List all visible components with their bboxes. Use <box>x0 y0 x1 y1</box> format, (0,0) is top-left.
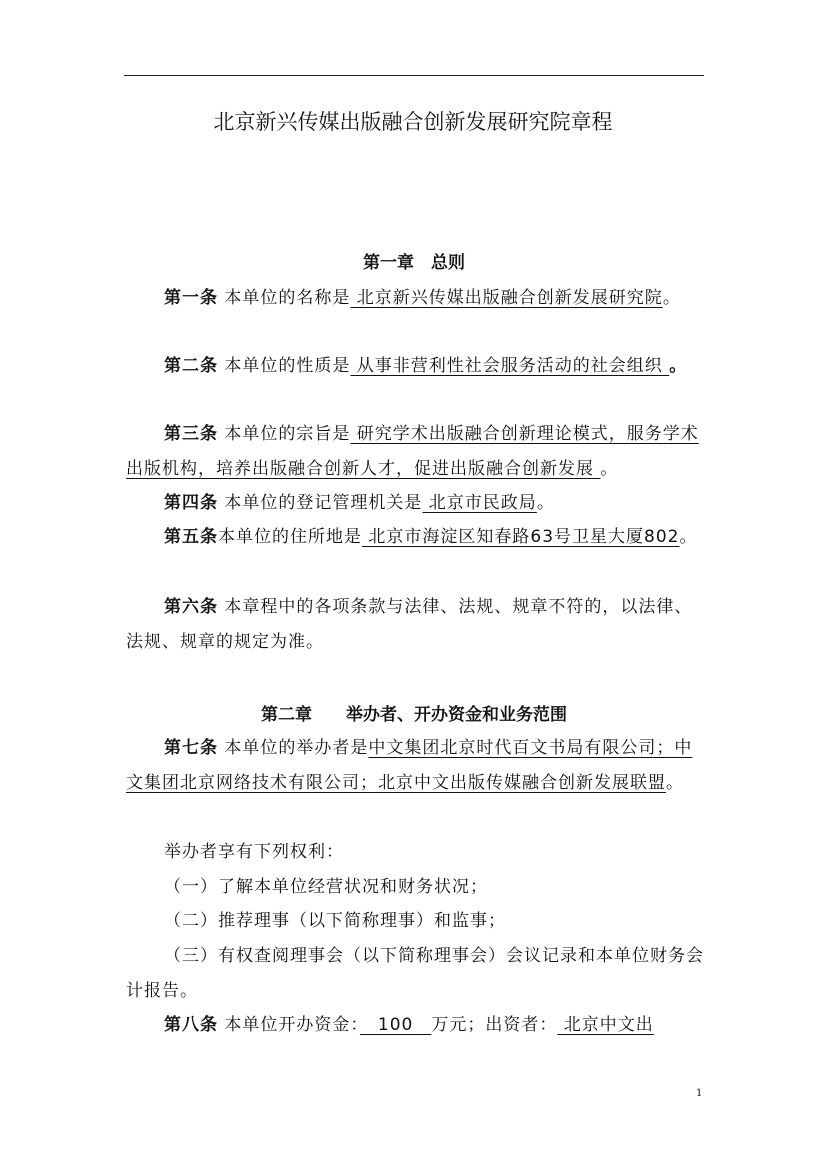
article-7-end: 。 <box>666 773 684 793</box>
article-5-lead: 本单位的住所地是 <box>218 527 362 547</box>
article-8-label: 第八条 <box>164 1015 218 1035</box>
article-1-value: 北京新兴传媒出版融合创新发展研究院 <box>350 288 663 308</box>
article-8-investor: 北京中文出 <box>557 1015 654 1035</box>
article-4-label: 第四条 <box>164 493 218 513</box>
article-2 <box>126 349 704 384</box>
article-4-end: 。 <box>536 493 555 513</box>
article-7-lead: 本单位的举办者是 <box>224 738 369 758</box>
right-1: （一）了解本单位经营状况和财务状况； <box>164 877 488 897</box>
article-2-lead: 本单位的性质是 <box>224 356 351 376</box>
rights-intro: 举办者享有下列权利： <box>164 842 344 862</box>
article-3-value: 研究学术出版融合创新理论模式，服务学术出版机构，培养出版融合创新人才，促进出版融合创新发展 <box>126 424 699 479</box>
article-5-end: 。 <box>679 527 698 547</box>
article-4-lead: 本单位的登记管理机关是 <box>224 493 423 513</box>
chapter-2-heading: 第二章 举办者、开办资金和业务范围 <box>261 705 567 725</box>
right-2: （二）推荐理事（以下简称理事）和监事； <box>164 911 506 931</box>
article-8-mid: 万元；出资者： <box>431 1015 558 1035</box>
article-5 <box>126 520 704 555</box>
article-4-value: 北京市民政局 <box>422 493 537 513</box>
chapter-1-heading: 第一章 总则 <box>363 253 465 273</box>
article-7-label: 第七条 <box>164 738 218 758</box>
article-3 <box>126 417 704 487</box>
article-1-lead: 本单位的名称是 <box>224 288 351 308</box>
article-8 <box>126 1008 704 1043</box>
article-6-label: 第六条 <box>164 597 218 617</box>
article-1-end: 。 <box>662 288 681 308</box>
article-4 <box>126 486 704 521</box>
article-2-label: 第二条 <box>164 356 218 376</box>
article-1-label: 第一条 <box>164 288 218 308</box>
article-7 <box>126 731 704 801</box>
article-5-label: 第五条 <box>164 527 218 547</box>
article-8-capital: 100 <box>359 1015 432 1035</box>
article-6 <box>126 590 704 660</box>
page-number: 1 <box>696 1088 703 1099</box>
article-5-value: 北京市海淀区知春路63号卫星大厦802 <box>362 527 680 547</box>
document-title: 北京新兴传媒出版融合创新发展研究院章程 <box>213 110 613 134</box>
article-1 <box>126 281 704 316</box>
right-3: （三）有权查阅理事会（以下简称理事会）会议记录和本单位财务会计报告。 <box>126 946 704 1001</box>
article-7-value: 中文集团北京时代百文书局有限公司；中文集团北京网络技术有限公司；北京中文出版传媒融合创新发展联盟 <box>126 738 693 793</box>
article-2-value: 从事非营利性社会服务活动的社会组织 <box>350 356 670 376</box>
article-6-text: 本章程中的各项条款与法律、法规、规章不符的，以法律、法规、规章的规定为准。 <box>126 597 693 652</box>
article-3-end: 。 <box>600 459 619 479</box>
article-3-lead: 本单位的宗旨是 <box>224 424 351 444</box>
article-8-lead: 本单位开办资金： <box>224 1015 360 1035</box>
article-3-label: 第三条 <box>164 424 218 444</box>
header-rule <box>124 75 704 76</box>
article-2-end: 。 <box>669 356 688 376</box>
